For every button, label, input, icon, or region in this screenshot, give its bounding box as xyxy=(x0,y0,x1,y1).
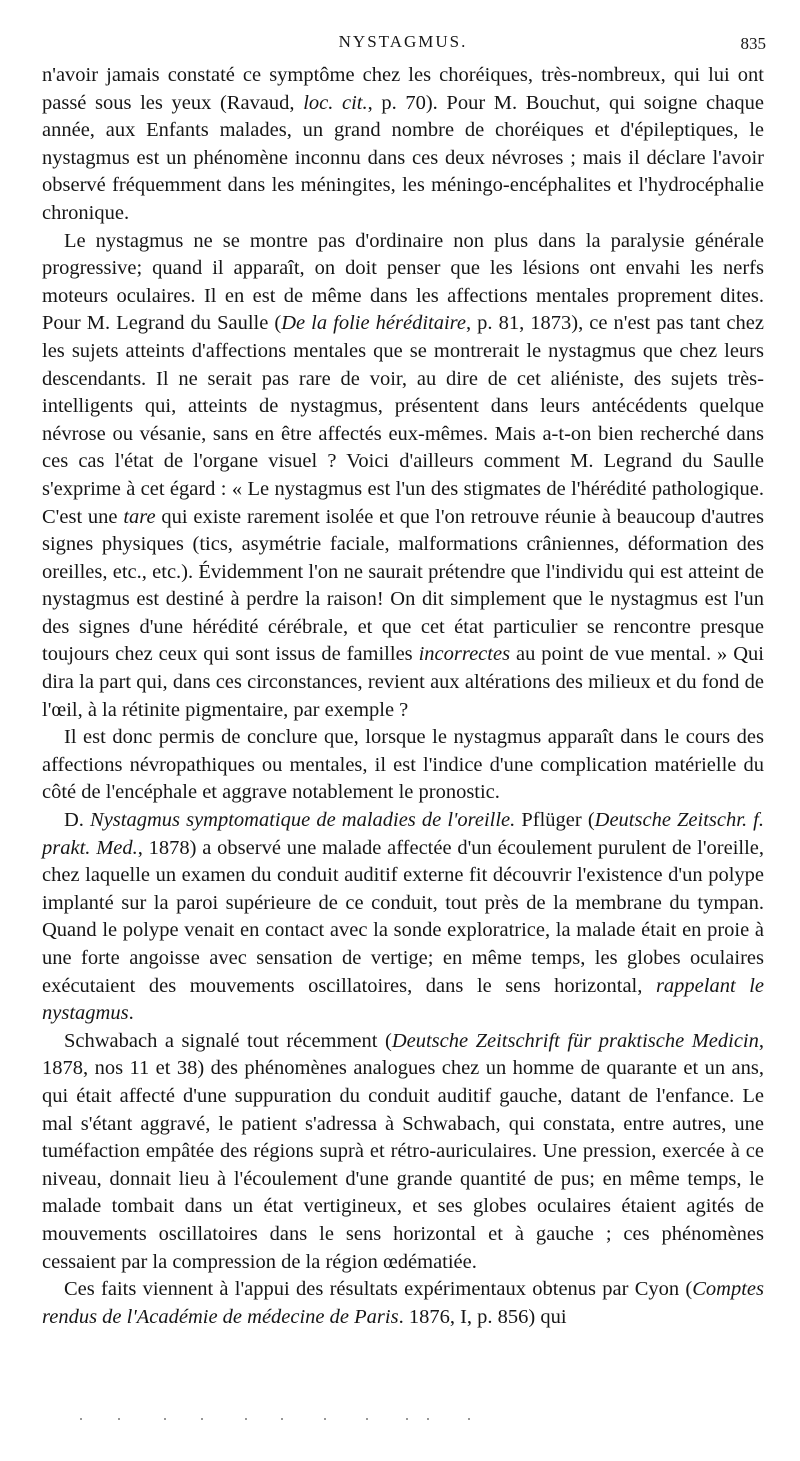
running-header xyxy=(40,28,766,58)
italic-text: rappelant le nystagmus xyxy=(42,974,765,1025)
italic-text: tare xyxy=(123,505,156,528)
italic-text: Comptes rendus de l'Académie de médecine de Paris xyxy=(42,1278,764,1328)
paragraph xyxy=(42,1276,764,1331)
text-run: Pflüger ( xyxy=(515,809,595,832)
paragraph xyxy=(42,62,764,228)
text-run: Ces faits viennent à l'appui des résultats expérimentaux obtenus par Cyon ( xyxy=(64,1278,693,1301)
paragraph xyxy=(42,228,764,725)
text-run: . 1876, I, p. 856) qui xyxy=(398,1305,567,1328)
text-run: D. xyxy=(64,809,91,832)
text-run: Schwabach a signalé tout récemment ( xyxy=(64,1029,392,1052)
text-run: Le nystagmus ne se montre pas d'ordinaire non plus dans la paralysie générale progressive; quand il apparaît, on doit penser que les lésions ont envahi les nerfs moteurs oculaires. Il en est de même dans les affections mentales proprement dites. Pour M. Legrand du Saulle ( xyxy=(42,229,764,335)
paragraph xyxy=(42,807,764,1028)
text-run: Il est donc permis de conclure que, lorsque le nystagmus apparaît dans le cours des affections névropathiques ou mentales, il est l'indice d'une complication matérielle du côté de l'encéphale et aggrave notablement le pronostic. xyxy=(42,726,764,804)
body-text xyxy=(42,62,764,1331)
paragraph xyxy=(42,724,764,807)
text-run: . xyxy=(128,1002,134,1025)
text-run: , 1878, nos 11 et 38) des phénomènes analogues chez un homme de quarante et un ans, qui était affecté d'une suppuration du conduit auditif gauche, datant de l'enfance. Le mal s'étant aggravé, le patient s'adressa à Schwabach, qui constata, entre autres, une tuméfaction empâtée des régions suprà et rétro-auriculaires. Une pression, exercée à ce niveau, donnait lieu à l'écoulement d'une grande quantité de pus; en même temps, le malade tombait dans un état vertigineux, et ses globes oculaires étaient agités de mouvements oscillatoires dans le sens horizontal et à gauche ; ces phénomènes cessaient par la compression de la région œdématiée. xyxy=(42,1029,764,1273)
text-run: n'avoir jamais constaté ce symptôme chez les choréiques, très-nombreux, qui lui ont passé sous les yeux (Ravaud, xyxy=(42,64,764,114)
text-run: , 1878) a observé une malade affectée d'un écoulement purulent de l'oreille, chez laquelle un examen du conduit auditif externe fit découvrir l'existence d'un polype implanté sur la paroi supérieure de ce conduit, tout près de la membrane du tympan. Quand le polype venait en contact avec la sonde exploratrice, la malade était en proie à une forte angoisse avec sensation de vertige; en même temps, les globes oculaires exécutaient des mouvements oscillatoires, dans le sens horizontal, xyxy=(42,836,765,997)
text-run: , p. 70). Pour M. Bouchut, qui soigne chaque année, aux Enfants malades, un grand nombre de choréiques et d'épileptiques, le nystagmus est un phénomène inconnu dans ces deux névroses ; mais il déclare l'avoir observé fréquemment dans les méningites, les méningo-encéphalites et l'hydrocéphalie chronique. xyxy=(42,91,764,224)
italic-text: incorrectes xyxy=(418,643,511,666)
italic-text: Deutsche Zeitschrift für praktische Medicin xyxy=(391,1029,759,1052)
text-run: , p. 81, 1873), ce n'est pas tant chez les sujets atteints d'affections mentales que se montrerait le nystagmus que chez leurs descendants. Il ne serait pas rare de voir, au dire de cet aliéniste, des sujets très-intelligents qui, atteints de nystagmus, présentent dans leurs antécédents quelque névrose ou vésanie, sans en être affectés eux-mêmes. Mais a-t-on bien recherché dans ces cas l'état de l'organe visuel ? Voici d'ailleurs comment M. Legrand du Saulle s'exprime à cet égard : « Le nystagmus est l'un des stigmates de l'hérédité pathologique. C'est une xyxy=(42,312,764,528)
italic-text: Nystagmus symptomatique de maladies de l'oreille. xyxy=(90,809,516,832)
text-run: au point de vue mental. » Qui dira la part qui, dans ces circonstances, revient aux altérations des milieux et du fond de l'œil, à la rétinite pigmentaire, par exemple ? xyxy=(42,643,764,721)
paragraph xyxy=(42,1028,764,1276)
italic-text: De la folie héréditaire xyxy=(281,312,466,335)
page-number: 835 xyxy=(740,34,766,53)
print-specks xyxy=(80,1416,500,1422)
text-run: qui existe rarement isolée et que l'on retrouve réunie à beaucoup d'autres signes physiques (tics, asymétrie faciale, malformations crâniennes, déformation des oreilles, etc., etc.). Évidemment l'on ne saurait prétendre que l'individu qui est atteint de nystagmus est destiné à perdre la raison! On dit simplement que le nystagmus est l'un des signes d'une hérédité cérébrale, et que cet état particulier se rencontre presque toujours chez ceux qui sont issus de familles xyxy=(42,505,764,666)
running-title: NYSTAGMUS. xyxy=(338,32,468,51)
italic-text: loc. cit. xyxy=(303,91,368,114)
italic-text: Deutsche Zeitschr. f. prakt. Med. xyxy=(42,809,764,859)
